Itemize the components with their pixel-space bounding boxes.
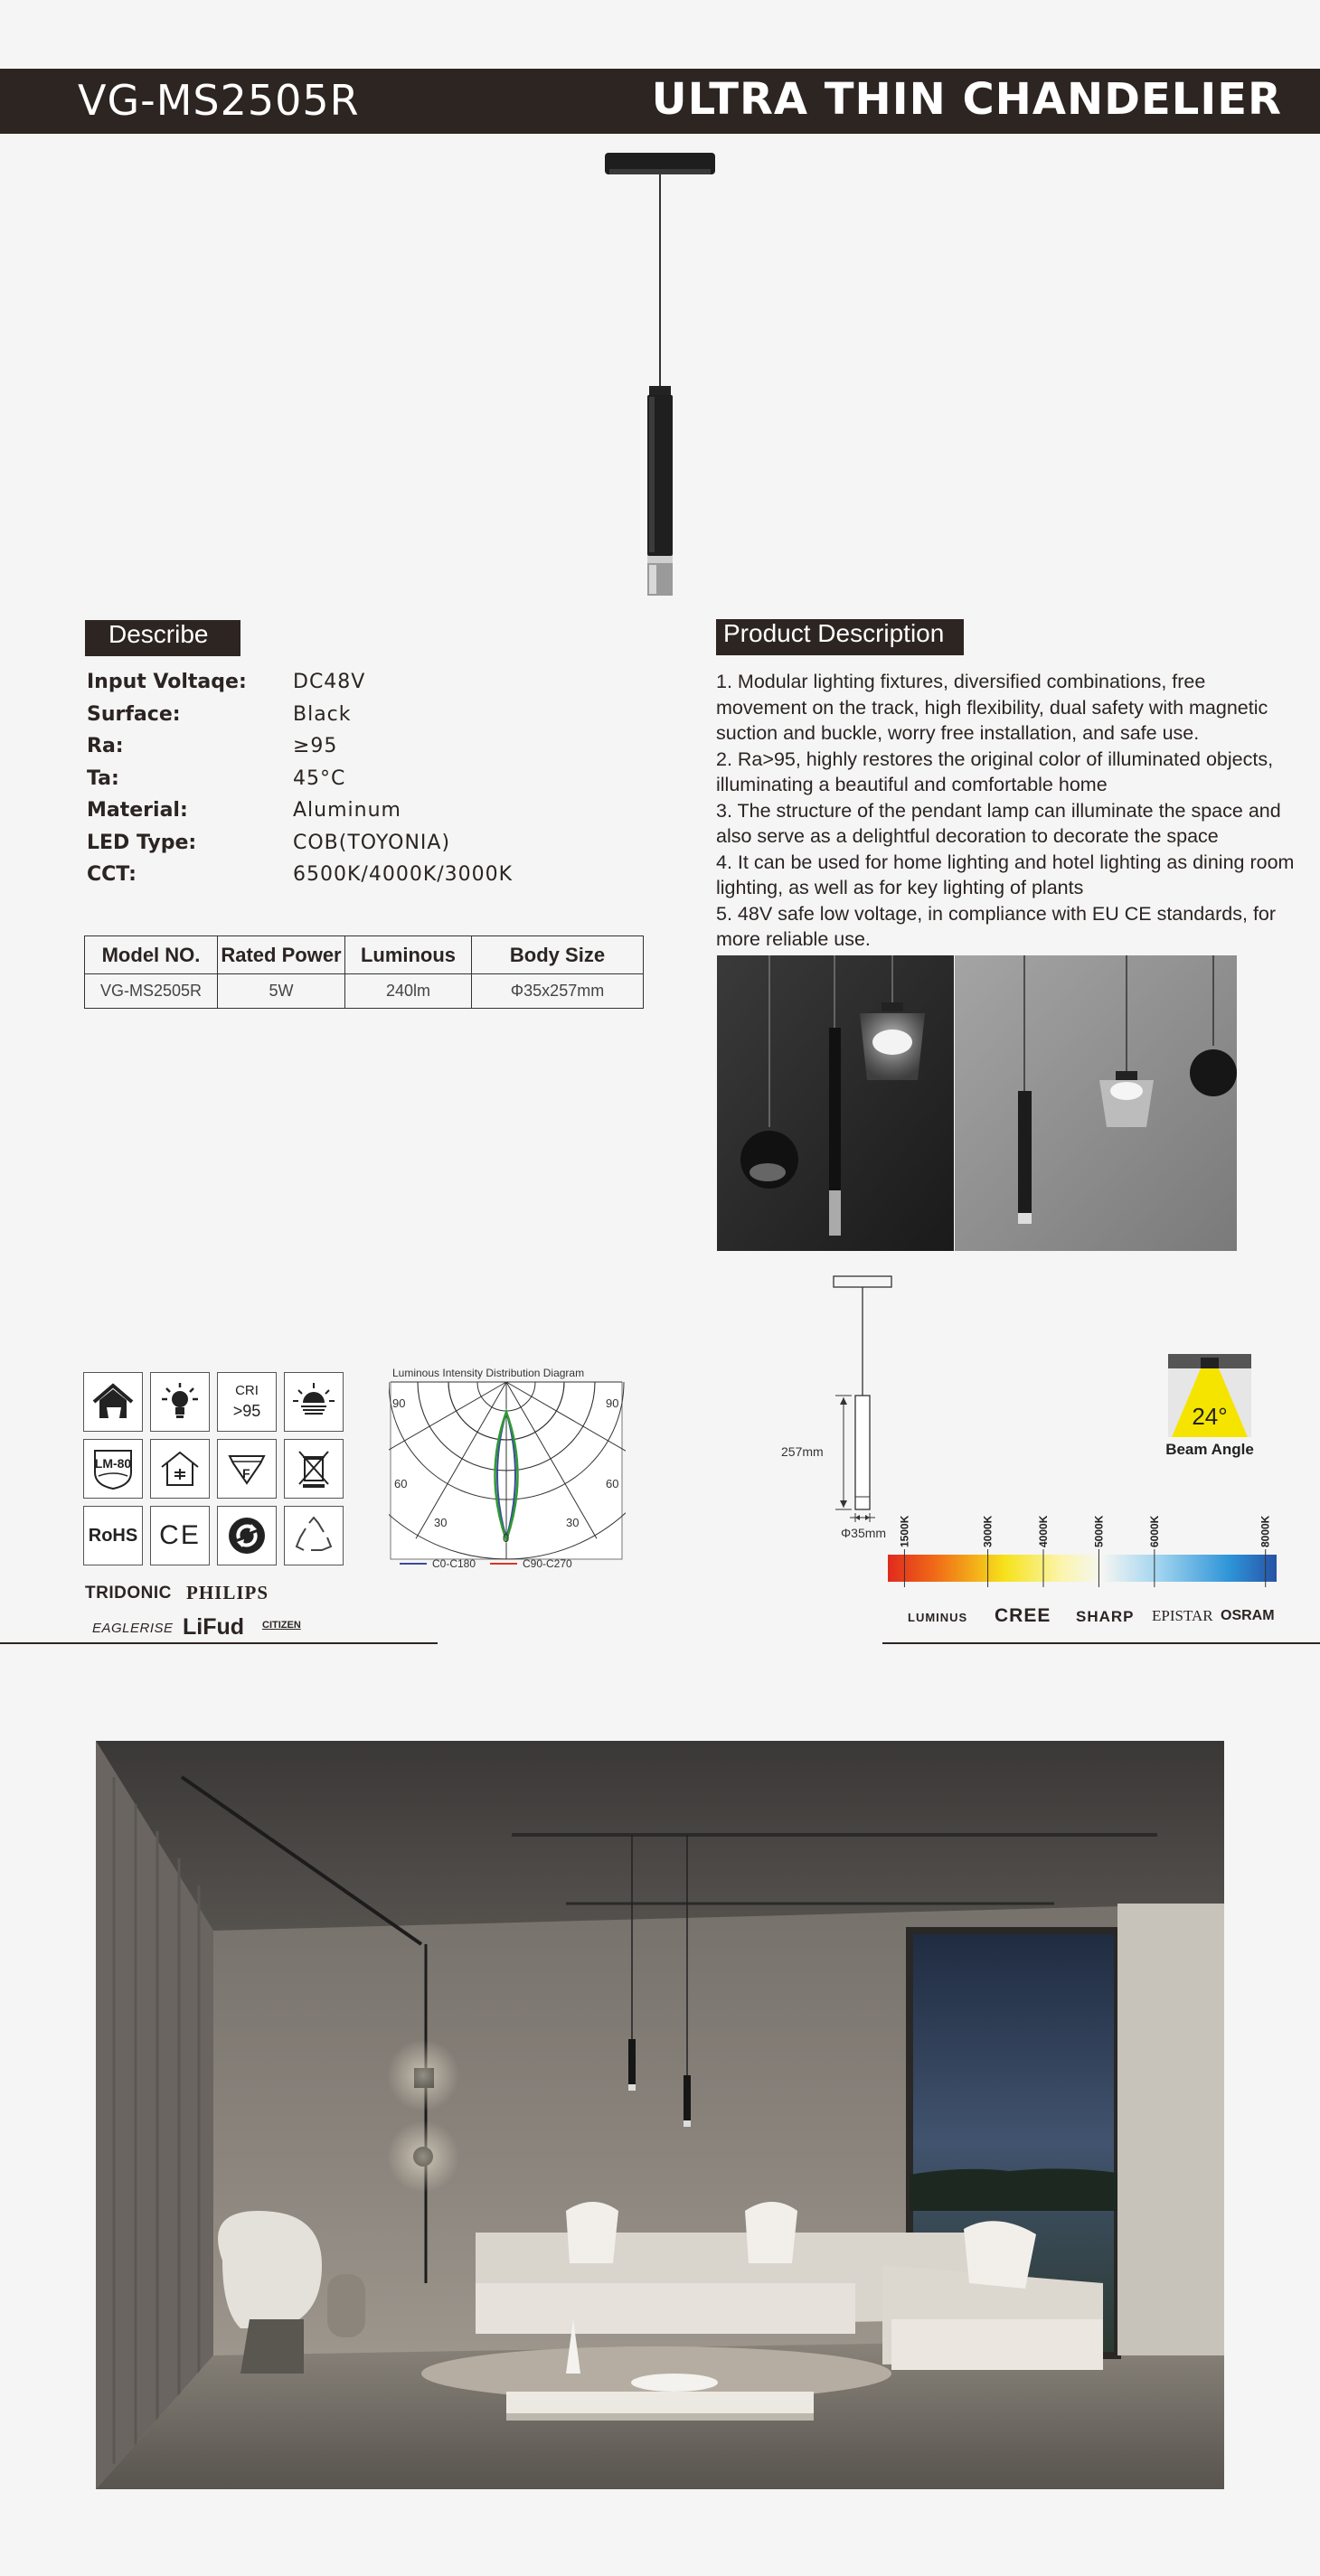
table-header: Luminous (345, 936, 472, 974)
svg-text:F: F (242, 1466, 250, 1481)
product-description-label: Product Description (716, 619, 964, 655)
cct-tick-label: 1500K (898, 1515, 911, 1547)
brand-tridonic: TRIDONIC (85, 1584, 172, 1603)
polar-label: 30 (434, 1516, 448, 1529)
cri-label: CRI (235, 1383, 259, 1398)
polar-label: 90 (606, 1396, 619, 1410)
cct-tick-label: 4000K (1037, 1515, 1050, 1547)
description-item: 4. It can be used for home lighting and hotel lighting as dining room lighting, as well as for key lighting of plants (716, 851, 1295, 898)
no-bin-icon (284, 1439, 344, 1499)
spec-label: Surface: (87, 702, 181, 726)
ce-icon (150, 1506, 210, 1565)
right-divider (882, 1642, 1320, 1644)
spec-value: DC48V (293, 671, 366, 693)
polar-label: 90 (392, 1396, 406, 1410)
product-photo-dark (717, 955, 954, 1251)
description-item: 5. 48V safe low voltage, in compliance with EU CE standards, for more reliable use. (716, 902, 1277, 950)
table-cell: Φ35x257mm (472, 974, 644, 1009)
product-description-text (716, 669, 1295, 953)
polar-title: Luminous Intensity Distribution Diagram (392, 1367, 585, 1379)
brand-eaglerise: EAGLERISE (92, 1621, 174, 1636)
brand-luminus: LUMINUS (908, 1611, 968, 1624)
brand-citizen: CITIZEN (262, 1620, 301, 1631)
cct-tick-label: 3000K (981, 1515, 995, 1547)
spec-value: 6500K/4000K/3000K (293, 863, 514, 886)
spec-label: LED Type: (87, 831, 197, 854)
dimension-drawing (768, 1273, 904, 1544)
home-icon (83, 1372, 143, 1432)
polar-label: 0 (503, 1531, 510, 1545)
recycle-alt-icon (284, 1506, 344, 1565)
spec-label: Material: (87, 799, 188, 822)
spec-label: Ra: (87, 735, 124, 757)
spec-value: Black (293, 702, 352, 726)
lm80-icon (83, 1439, 143, 1499)
brand-lifud: LiFud (183, 1614, 245, 1640)
table-cell: 240lm (345, 974, 472, 1009)
brand-sharp: SHARP (1076, 1608, 1135, 1625)
living-room-scene (96, 1741, 1224, 2489)
spec-value: ≥95 (293, 735, 338, 757)
polar-label: 60 (606, 1477, 619, 1490)
recycle-icon (217, 1506, 277, 1565)
spec-value: COB(TOYONIA) (293, 831, 451, 854)
cct-gradient-bar (888, 1555, 1277, 1582)
product-title: ULTRA THIN CHANDELIER (651, 74, 1282, 125)
cct-tick-label: 5000K (1092, 1515, 1106, 1547)
description-item: 2. Ra>95, highly restores the original color of illuminated objects, illuminating a beautiful and comfortable home (716, 747, 1274, 795)
header-bar (0, 69, 1320, 134)
product-photo-light (955, 955, 1237, 1251)
height-label: 257mm (781, 1444, 824, 1459)
brand-cree: CREE (995, 1605, 1051, 1626)
rohs-icon (83, 1506, 143, 1565)
brand-osram: OSRAM (1221, 1608, 1275, 1623)
polar-label: 60 (394, 1477, 408, 1490)
spec-label: Ta: (87, 766, 119, 790)
description-item: 3. The structure of the pendant lamp can illuminate the space and also serve as a delightful decoration to decorate the space (716, 799, 1281, 847)
indoor-icon (150, 1439, 210, 1499)
cct-color-scale (886, 1500, 1280, 1591)
brand-epistar: EPISTAR (1152, 1607, 1213, 1624)
beam-angle-value: 24° (1192, 1403, 1228, 1430)
beam-angle-label: Beam Angle (1165, 1441, 1254, 1458)
legend-c0: C0-C180 (432, 1557, 476, 1570)
bulb-icon (150, 1372, 210, 1432)
spec-label: Input Voltaqe: (87, 671, 247, 693)
table-cell: 5W (218, 974, 345, 1009)
luminous-intensity-diagram (389, 1367, 626, 1578)
table-header: Model NO. (85, 936, 218, 974)
table-row (85, 974, 644, 1009)
table-header: Body Size (472, 936, 644, 974)
describe-label: Describe (85, 620, 240, 656)
energy-icon (217, 1439, 277, 1499)
table-cell: VG-MS2505R (85, 974, 218, 1009)
cri-icon (217, 1372, 277, 1432)
rohs-label: RoHS (88, 1525, 138, 1546)
spec-label: CCT: (87, 863, 137, 886)
spec-value: 45°C (293, 766, 346, 790)
cct-tick-label: 8000K (1259, 1515, 1272, 1547)
polar-label: 30 (566, 1516, 580, 1529)
dimmable-icon (284, 1372, 344, 1432)
lm80-label: LM-80 (94, 1456, 132, 1471)
brand-philips: PHILIPS (186, 1582, 269, 1603)
ce-label: CE (159, 1520, 201, 1550)
spec-value: Aluminum (293, 799, 401, 822)
cri-value: >95 (232, 1402, 261, 1420)
cct-tick-label: 6000K (1147, 1515, 1161, 1547)
table-header: Rated Power (218, 936, 345, 974)
model-table (84, 935, 644, 1009)
model-title: VG-MS2505R (78, 76, 360, 125)
left-divider (0, 1642, 438, 1644)
legend-c90: C90-C270 (523, 1557, 572, 1570)
description-item: 1. Modular lighting fixtures, diversified combinations, free movement on the track, high flexibility, dual safety with magnetic suction and buckle, worry free installation, and safe use. (716, 671, 1268, 744)
pendant-lamp-illustration (597, 149, 723, 601)
diameter-label: Φ35mm (841, 1526, 887, 1540)
